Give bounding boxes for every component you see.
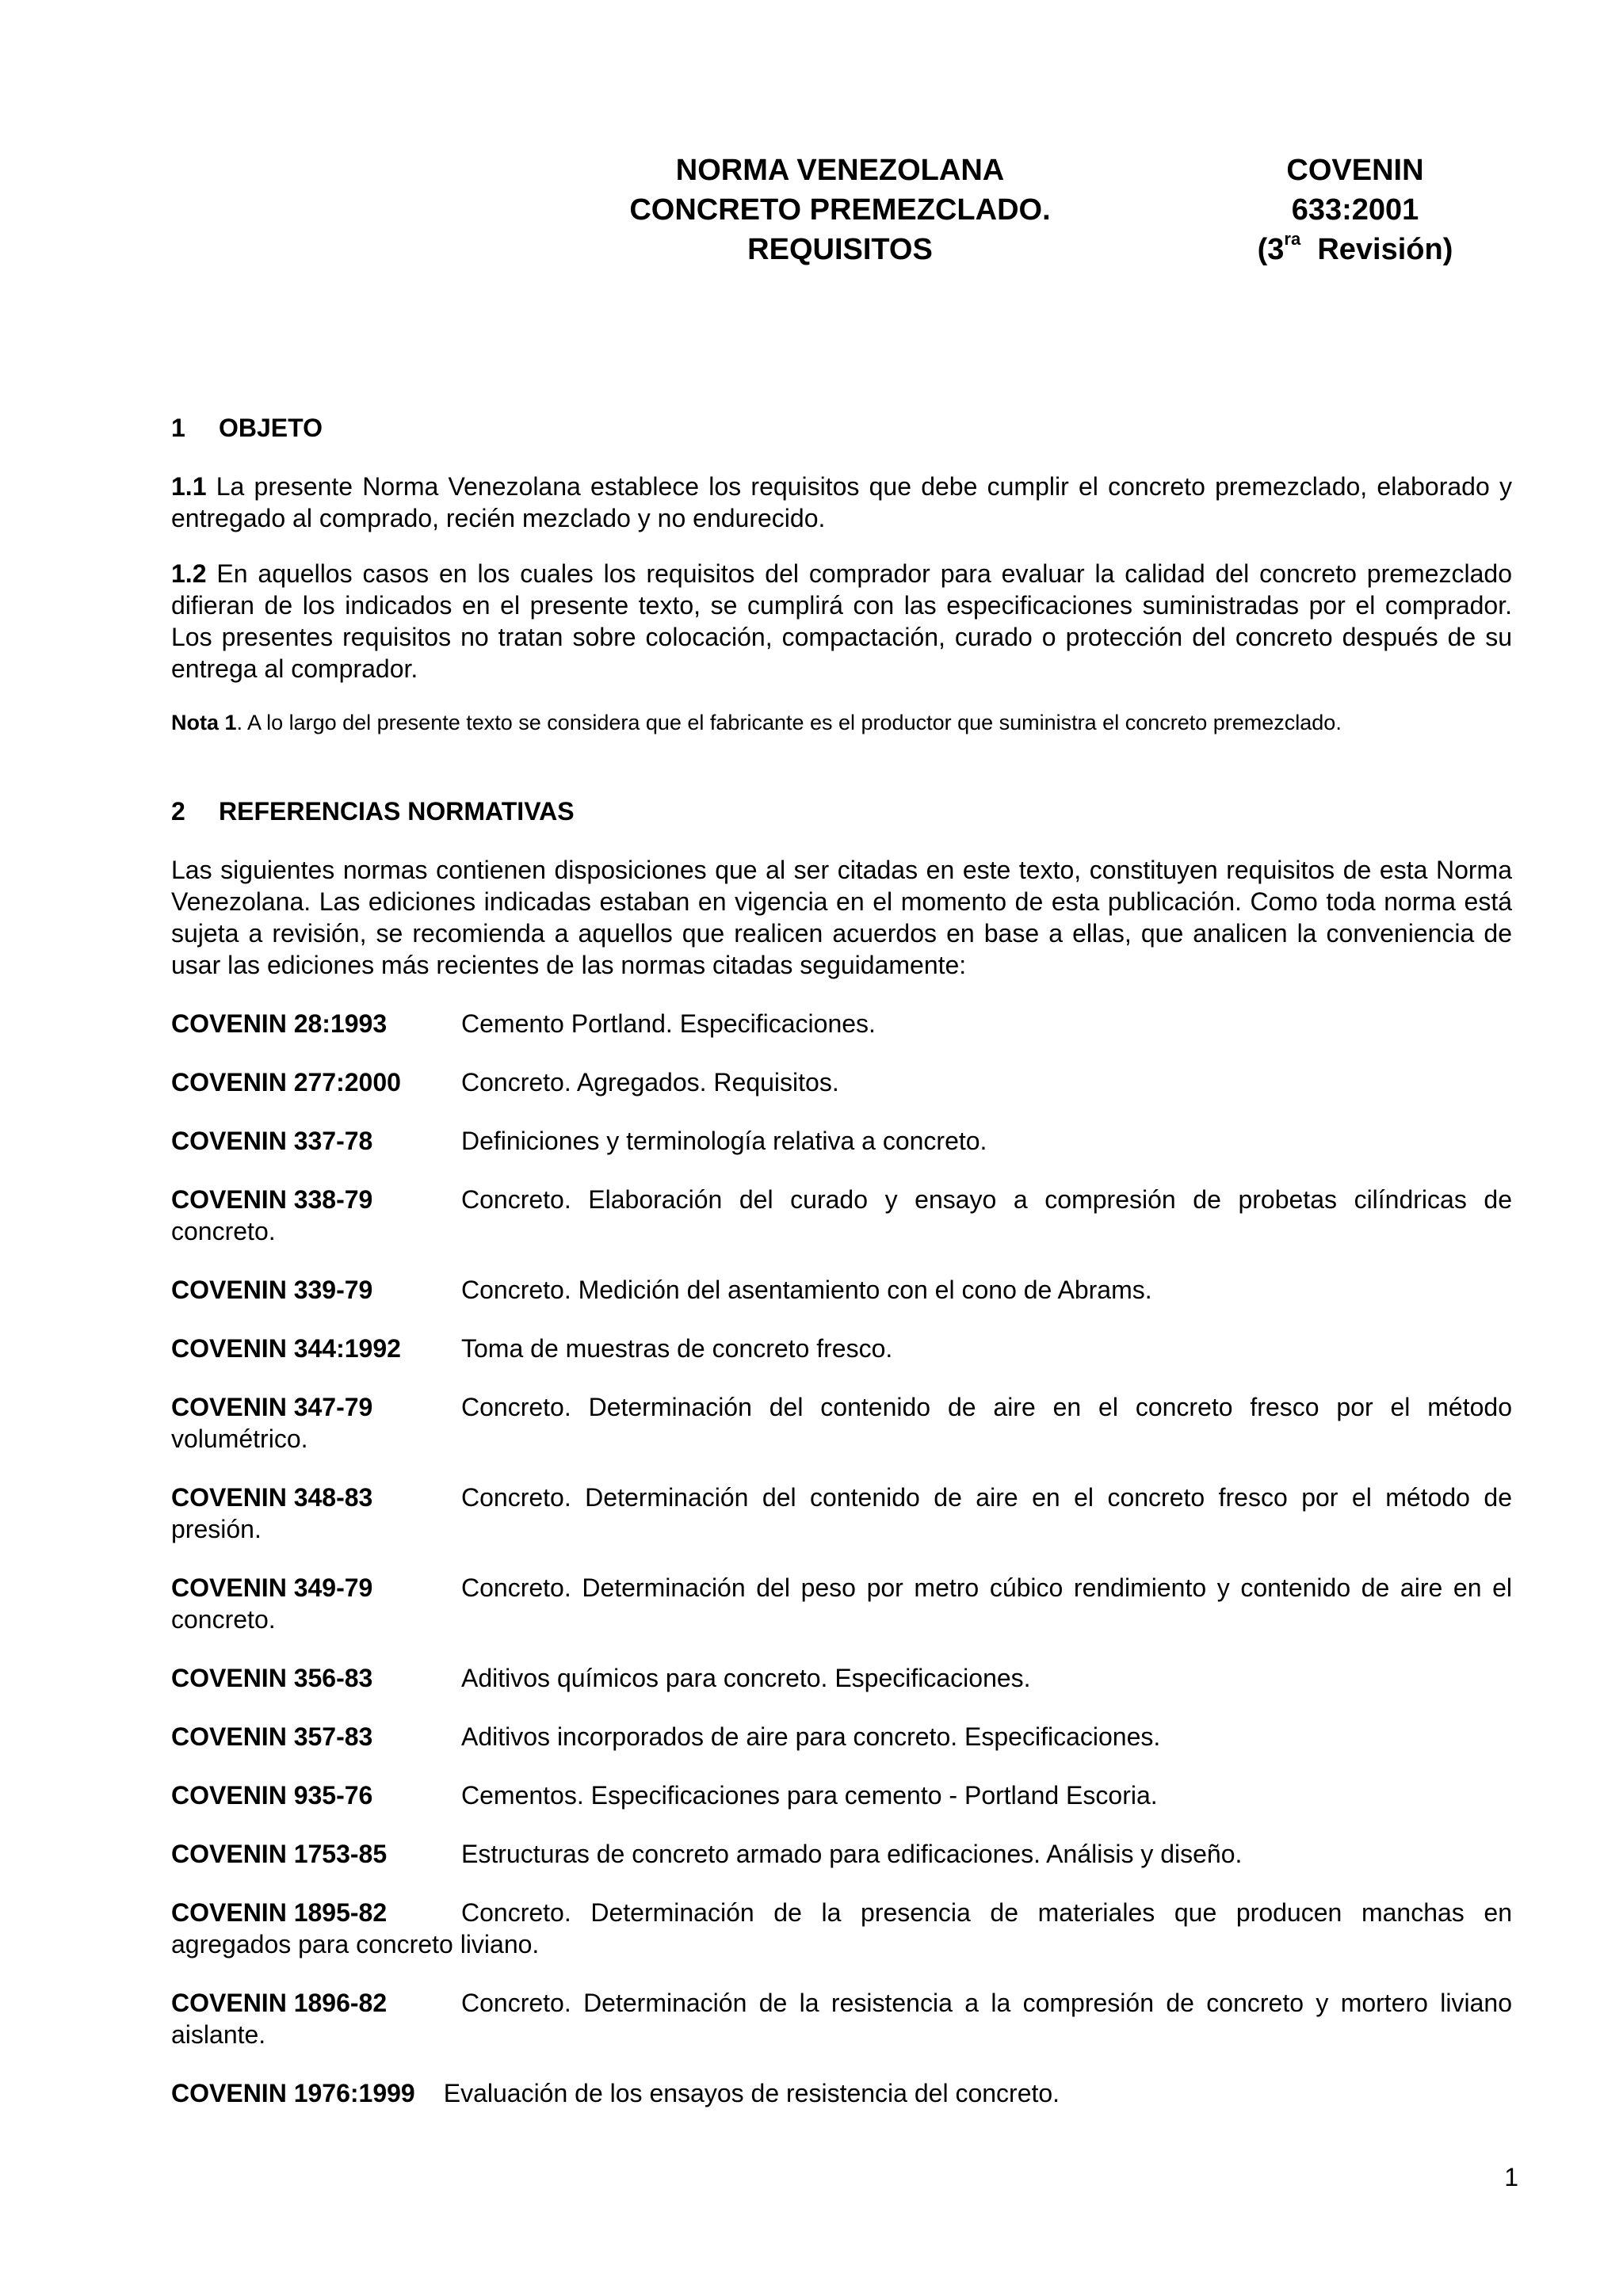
- reference-title: Definiciones y terminología relativa a concreto.: [461, 1127, 987, 1155]
- reference-code: COVENIN 337-78: [171, 1127, 373, 1155]
- reference-code: COVENIN 356-83: [171, 1664, 373, 1692]
- reference-code: COVENIN 348-83: [171, 1483, 373, 1512]
- section-heading-objeto: 1 OBJETO: [171, 414, 323, 442]
- reference-item: [171, 1838, 1512, 1870]
- reference-title: Concreto. Agregados. Requisitos.: [461, 1068, 839, 1097]
- reference-item: [171, 1987, 1512, 2050]
- references-intro: Las siguientes normas contienen disposiciones que al ser citadas en este texto, constituyen requisitos de esta Norma Venezolana. Las ediciones indicadas estaban en vigencia en el momento de esta publicación. Como toda norma está sujeta a revisión, se recomienda a aquellos que realicen acuerdos en base a ellas, que analicen la conveniencia de usar las ediciones más recientes de las normas citadas seguidamente:: [171, 856, 1512, 979]
- reference-item: [171, 1008, 1512, 1039]
- reference-title: Cementos. Especificaciones para cemento - Portland Escoria.: [461, 1781, 1158, 1810]
- reference-code: COVENIN 357-83: [171, 1722, 373, 1751]
- reference-code: COVENIN 1896-82: [171, 1989, 388, 2017]
- reference-list: [171, 1008, 1512, 2109]
- reference-code: COVENIN 338-79: [171, 1185, 373, 1214]
- reference-title: Aditivos incorporados de aire para concreto. Especificaciones.: [461, 1722, 1161, 1751]
- reference-title: Concreto. Determinación del contenido de aire en el concreto fresco por el método de presión.: [171, 1483, 1512, 1543]
- standard-number: 633:2001: [1291, 193, 1419, 227]
- standard-org: COVENIN: [1286, 154, 1424, 187]
- reference-code: COVENIN 1976:1999: [171, 2079, 415, 2107]
- reference-title: Concreto. Determinación del contenido de aire en el concreto fresco por el método volumétrico.: [171, 1393, 1512, 1453]
- reference-title: Concreto. Elaboración del curado y ensayo a compresión de probetas cilíndricas de concreto.: [171, 1185, 1512, 1245]
- reference-title: Concreto. Medición del asentamiento con el cono de Abrams.: [461, 1276, 1152, 1304]
- reference-item: [171, 1125, 1512, 1157]
- reference-item: [171, 1662, 1512, 1694]
- title-line: REQUISITOS: [747, 233, 933, 266]
- reference-item: [171, 2077, 1512, 2109]
- reference-code: COVENIN 1895-82: [171, 1898, 388, 1927]
- section-heading-referencias: 2 REFERENCIAS NORMATIVAS: [171, 797, 575, 826]
- reference-item: [171, 1721, 1512, 1753]
- reference-item: [171, 1391, 1512, 1455]
- reference-title: Aditivos químicos para concreto. Especificaciones.: [461, 1664, 1031, 1692]
- reference-code: COVENIN 935-76: [171, 1781, 373, 1810]
- paragraph-1-2: 1.2 En aquellos casos en los cuales los requisitos del comprador para evaluar la calidad del concreto premezclado difieran de los indicados en el presente texto, se cumplirá con las especificaciones suministradas por el comprador. Los presentes requisitos no tratan sobre colocación, compactación, curado o protección del concreto después de su entrega al comprador.: [171, 559, 1513, 683]
- reference-item: [171, 1274, 1512, 1306]
- reference-title: Cemento Portland. Especificaciones.: [461, 1009, 876, 1038]
- reference-code: COVENIN 1753-85: [171, 1840, 388, 1868]
- reference-code: COVENIN 339-79: [171, 1276, 373, 1304]
- reference-code: COVENIN 347-79: [171, 1393, 373, 1421]
- reference-item: [171, 1066, 1512, 1098]
- reference-item: [171, 1184, 1512, 1247]
- note-1: Nota 1. A lo largo del presente texto se considera que el fabricante es el productor que suministra el concreto premezclado.: [171, 711, 1342, 734]
- reference-code: COVENIN 277:2000: [171, 1068, 401, 1097]
- reference-title: Toma de muestras de concreto fresco.: [461, 1334, 893, 1363]
- reference-item: [171, 1779, 1512, 1811]
- page-number: 1: [1504, 2163, 1518, 2191]
- document-title-block: [586, 151, 1094, 269]
- reference-title: Concreto. Determinación de la presencia de materiales que producen manchas en agregados para concreto liviano.: [171, 1898, 1512, 1958]
- reference-title: Concreto. Determinación de la resistencia a la compresión de concreto y mortero liviano aislante.: [171, 1989, 1512, 2049]
- title-line: CONCRETO PREMEZCLADO.: [629, 193, 1051, 227]
- reference-item: [171, 1333, 1512, 1364]
- reference-code: COVENIN 28:1993: [171, 1009, 388, 1038]
- document-body: [171, 412, 1512, 2136]
- title-line: NORMA VENEZOLANA: [675, 154, 1005, 187]
- paragraph-1-1: 1.1 La presente Norma Venezolana establece los requisitos que debe cumplir el concreto premezclado, elaborado y entregado al comprado, recién mezclado y no endurecido.: [171, 472, 1513, 532]
- reference-item: [171, 1572, 1512, 1635]
- standard-id-block: [1212, 151, 1498, 269]
- reference-title: Estructuras de concreto armado para edificaciones. Análisis y diseño.: [461, 1840, 1243, 1868]
- reference-title: Evaluación de los ensayos de resistencia del concreto.: [443, 2079, 1060, 2107]
- reference-title: Concreto. Determinación del peso por metro cúbico rendimiento y contenido de aire en el concreto.: [171, 1573, 1512, 1634]
- reference-item: [171, 1897, 1512, 1960]
- reference-code: COVENIN 349-79: [171, 1573, 373, 1602]
- reference-code: COVENIN 344:1992: [171, 1334, 401, 1363]
- reference-item: [171, 1482, 1512, 1545]
- standard-revision: ($3^{ra}$ Revisión): [1257, 229, 1453, 266]
